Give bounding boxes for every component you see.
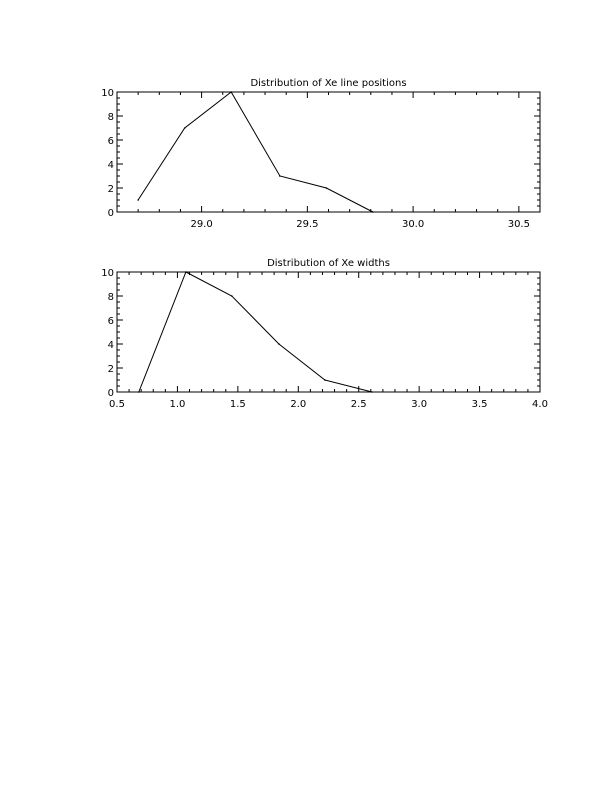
chart-title: Distribution of Xe line positions [250,78,407,89]
y-tick-label: 4 [107,340,114,351]
chart-xe-line-positions [101,78,540,230]
x-tick-label: 3.0 [411,399,428,410]
data-point [231,295,233,297]
x-tick-label: 4.0 [532,399,548,410]
data-point [137,199,139,201]
y-tick-label: 10 [101,88,114,99]
x-tick-label: 29.5 [296,219,319,230]
x-tick-label: 30.0 [401,219,425,230]
series-line [139,272,372,392]
data-point [138,391,140,393]
data-point [230,91,232,93]
x-tick-label: 29.0 [190,219,213,230]
x-tick-label: 0.5 [109,399,125,410]
data-point [278,343,280,345]
data-point [372,211,374,213]
data-point [371,391,373,393]
x-tick-label: 1.0 [169,399,186,410]
x-tick-label: 2.5 [350,399,367,410]
chart-title: Distribution of Xe widths [267,258,390,269]
x-tick-label: 1.5 [229,399,246,410]
series-line [138,92,373,212]
y-tick-label: 2 [107,364,114,375]
y-tick-label: 4 [107,160,114,171]
data-point [184,127,186,129]
plot-frame [117,92,540,212]
data-point [324,379,326,381]
y-tick-label: 6 [107,316,114,327]
data-point [185,271,187,273]
y-tick-label: 8 [107,292,114,303]
x-tick-label: 2.0 [290,399,307,410]
chart-xe-widths [101,258,548,410]
y-tick-label: 10 [101,268,114,279]
plot-frame [117,272,540,392]
y-tick-label: 2 [107,184,114,195]
x-tick-label: 3.5 [471,399,488,410]
y-tick-label: 6 [107,136,114,147]
y-tick-label: 0 [107,208,114,219]
y-tick-label: 0 [107,388,114,399]
y-tick-label: 8 [107,112,114,123]
data-point [279,175,281,177]
data-point [326,187,328,189]
x-tick-label: 30.5 [507,219,530,230]
